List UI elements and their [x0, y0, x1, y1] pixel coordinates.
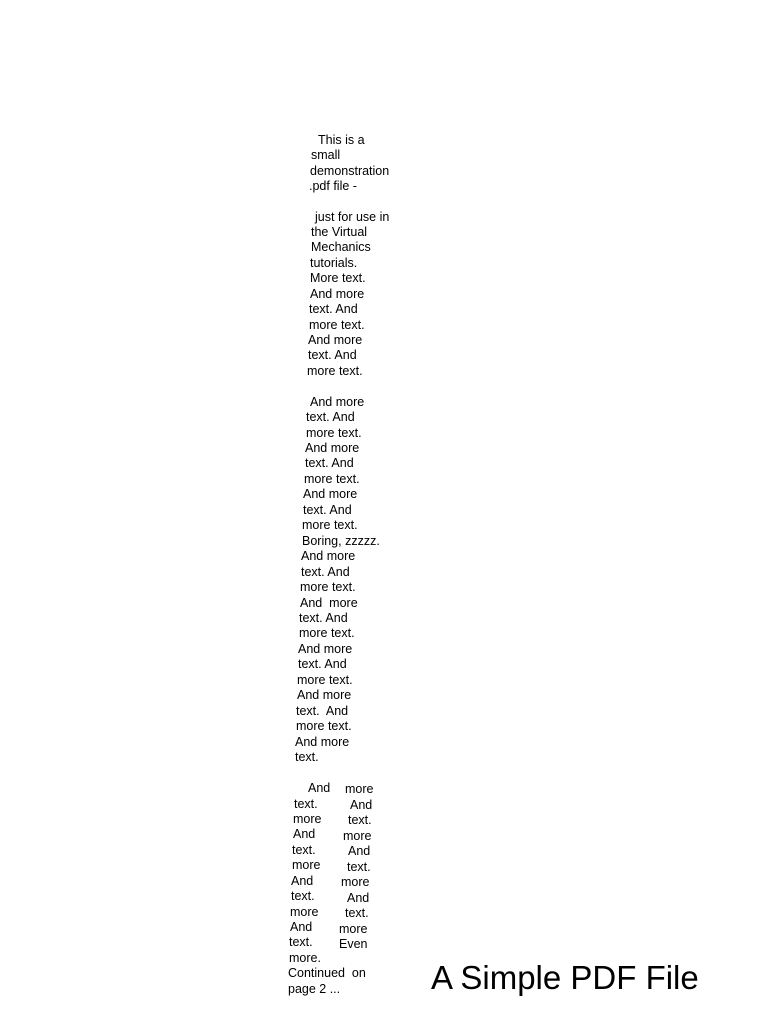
- text-line: text. And: [303, 503, 352, 517]
- document-title: A Simple PDF File: [431, 959, 699, 996]
- text-line: And more: [300, 596, 358, 610]
- text-line: tutorials.: [310, 256, 358, 270]
- text-line: And: [290, 920, 313, 934]
- text-line: more text.: [297, 673, 353, 687]
- text-line: And more: [310, 287, 365, 301]
- text-line: page 2 ...: [288, 982, 341, 996]
- text-line: more text.: [306, 426, 362, 440]
- text-line: text.: [348, 813, 372, 827]
- text-line: more text.: [296, 719, 352, 733]
- text-line: more: [343, 829, 372, 843]
- text-line: And: [291, 874, 314, 888]
- text-line: text. And: [308, 348, 357, 362]
- text-line: And: [347, 891, 370, 905]
- text-line: And more: [308, 333, 363, 347]
- text-line: And more: [297, 688, 352, 702]
- text-line: And: [348, 844, 371, 858]
- text-line: more text.: [299, 626, 355, 640]
- text-line: Boring, zzzzz.: [302, 534, 380, 548]
- text-line: text. And: [301, 565, 350, 579]
- text-line: just for use in: [315, 210, 390, 224]
- text-line: more text.: [304, 472, 360, 486]
- text-line: more: [292, 858, 321, 872]
- text-line: text.: [289, 935, 313, 949]
- text-line: more text.: [307, 364, 363, 378]
- text-line: text. And: [298, 657, 347, 671]
- text-line: .pdf file -: [309, 179, 357, 193]
- text-line: text.: [347, 860, 371, 874]
- text-line: This is a: [318, 133, 365, 147]
- text-line: more text.: [300, 580, 356, 594]
- text-line: text. And: [305, 456, 354, 470]
- text-line: text. And: [296, 704, 349, 718]
- text-line: more: [341, 875, 370, 889]
- text-line: And more: [305, 441, 360, 455]
- text-line: text.: [292, 843, 316, 857]
- text-line: text. And: [306, 410, 355, 424]
- text-line: And more: [303, 487, 358, 501]
- text-line: And more: [298, 642, 353, 656]
- text-line: text. And: [299, 611, 348, 625]
- text-line: the Virtual: [311, 225, 368, 239]
- text-line: And: [293, 827, 316, 841]
- text-line: more: [345, 782, 374, 796]
- text-line: And: [308, 781, 331, 795]
- text-line: Even: [339, 937, 368, 951]
- text-line: more text.: [309, 318, 365, 332]
- text-line: text.: [294, 797, 318, 811]
- text-line: Continued on: [288, 966, 366, 980]
- text-line: text.: [291, 889, 315, 903]
- text-line: text. And: [309, 302, 358, 316]
- text-line: more: [339, 922, 368, 936]
- text-line: more.: [289, 951, 321, 965]
- text-line: And: [350, 798, 373, 812]
- text-line: And more: [310, 395, 365, 409]
- text-line: more text.: [302, 518, 358, 532]
- text-line: text.: [295, 750, 319, 764]
- text-line: And more: [301, 549, 356, 563]
- text-line: Mechanics: [311, 240, 371, 254]
- text-line: And more: [295, 735, 350, 749]
- text-line: demonstration: [310, 164, 390, 178]
- text-line: More text.: [310, 271, 366, 285]
- text-line: text.: [345, 906, 369, 920]
- text-line: small: [311, 148, 341, 162]
- text-line: more: [290, 905, 319, 919]
- text-line: more: [293, 812, 322, 826]
